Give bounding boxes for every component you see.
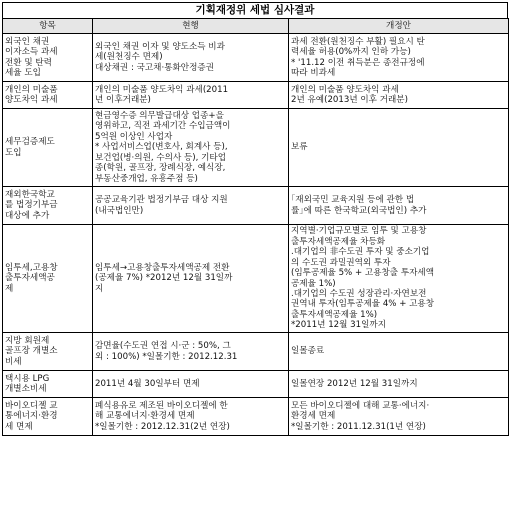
item-cell xyxy=(3,225,93,333)
proposed-cell xyxy=(289,371,509,398)
current-line: 외국인 채권 이자 및 양도소득 비과 xyxy=(95,41,225,52)
table-header-row xyxy=(3,19,509,34)
item-cell xyxy=(3,371,93,398)
current-line: 임투세→고용창출투자세액공제 전환 xyxy=(95,262,230,273)
table-row xyxy=(3,398,509,436)
table-row xyxy=(3,333,509,371)
item-cell xyxy=(3,109,93,187)
proposed-line: (임투공제율 5% + 고용창출 투자세액 xyxy=(291,268,435,279)
current-line: * 사업서비스업(변호사, 회계사 등), xyxy=(95,142,228,153)
current-line: 지 xyxy=(95,283,104,294)
proposed-line: 모든 바이오디젤에 대해 교통·에너지· xyxy=(291,400,430,411)
current-line: 현금영수증 의무발급대상 업종+을 xyxy=(95,111,224,122)
proposed-line: * '11.12 이전 취득분은 종전규정에 xyxy=(291,57,425,68)
item-line: 세 면제 xyxy=(5,421,33,432)
item-line: 비세 xyxy=(5,356,22,367)
item-line: 개별소비세 xyxy=(5,384,47,394)
proposed-line: 일몰종료 xyxy=(291,346,325,357)
item-line: 이자소득 과세 xyxy=(5,47,58,58)
proposed-cell xyxy=(289,187,509,225)
current-cell xyxy=(93,371,289,398)
current-line: 폐식용유로 제조된 바이오디젤에 한 xyxy=(95,400,228,411)
item-line: 세율 도입 xyxy=(5,67,41,78)
document-title: 기획재정위 세법 심사결과 xyxy=(2,2,508,18)
item-line: 외국인 채권 xyxy=(5,36,50,47)
table-row xyxy=(3,82,509,109)
table-row xyxy=(3,109,509,187)
current-line: 2011년 4월 30일부터 면제 xyxy=(95,378,200,389)
proposed-cell xyxy=(289,333,509,371)
proposed-cell xyxy=(289,82,509,109)
current-line: 개인의 미술품 양도차익 과세(2011 xyxy=(95,84,229,95)
proposed-line: 률｣에 따른 한국학교(외국법인) 추가 xyxy=(291,205,427,216)
proposed-line: .대기업의 非수도권 투자 및 중소기업 xyxy=(291,247,430,258)
proposed-line: 권역내 투자(임투공제율 4% + 고용창 xyxy=(291,299,435,310)
current-line: 대상채권 : 국고채·통화안정증권 xyxy=(95,62,215,73)
current-line: 5억원 이상인 사업자 xyxy=(95,131,173,142)
table-row xyxy=(3,371,509,398)
item-line: 통에너지·환경 xyxy=(5,411,58,422)
item-line: 재외한국학교 xyxy=(5,189,55,200)
proposed-line: *일몰기한 : 2011.12.31(1년 연장) xyxy=(291,421,426,432)
item-cell xyxy=(3,187,93,225)
header-current: 현행 xyxy=(93,19,289,34)
current-cell xyxy=(93,225,289,333)
proposed-cell xyxy=(289,109,509,187)
item-cell xyxy=(3,82,93,109)
proposed-line: *2011년 12월 31일까지 xyxy=(291,320,387,331)
current-cell xyxy=(93,398,289,436)
item-cell xyxy=(3,398,93,436)
current-line: 종(학원, 골프장, 장례식장, 예식장, xyxy=(95,163,226,174)
item-line: 지방 회원제 xyxy=(5,335,50,346)
proposed-line: 공제율 1%) xyxy=(291,278,336,289)
proposed-cell xyxy=(289,34,509,82)
tax-review-document xyxy=(2,2,508,436)
item-cell xyxy=(3,34,93,82)
current-line: 외 : 100%) *일몰기한 : 2012.12.31 xyxy=(95,351,238,362)
current-cell xyxy=(93,333,289,371)
table-row xyxy=(3,187,509,225)
current-line: *일몰기한 : 2012.12.31(2년 연장) xyxy=(95,421,230,432)
item-line: 도입 xyxy=(5,147,22,158)
current-cell xyxy=(93,187,289,225)
item-cell xyxy=(3,333,93,371)
current-line: 부동산중개업, 유흥주점 등) xyxy=(95,173,198,184)
proposed-line: .대기업의 수도권 성장관리·자연보전 xyxy=(291,288,427,299)
proposed-line: 환경세 면제 xyxy=(291,411,336,422)
item-line: 세무검증제도 xyxy=(5,137,55,148)
current-line: 년 이후거래분) xyxy=(95,95,151,105)
current-line: 해 교통에너지·환경세 면제 xyxy=(95,411,195,422)
proposed-line: 과세 전환(원천징수 부활) 필요시 탄 xyxy=(291,36,425,47)
item-line: 대상에 추가 xyxy=(5,210,50,221)
proposed-line: 력세율 허용(0%까지 인하 가능) xyxy=(291,47,411,58)
proposed-line: 따라 비과세 xyxy=(291,67,336,78)
tax-review-table xyxy=(2,18,509,436)
item-line: 택시용 LPG xyxy=(5,373,50,384)
proposed-line: 보류 xyxy=(291,142,308,153)
table-row xyxy=(3,34,509,82)
proposed-line: 2년 유예(2013년 이후 거래분) xyxy=(291,95,408,105)
item-line: 바이오디젤 교 xyxy=(5,400,58,411)
proposed-line: 일몰연장 2012년 12월 31일까지 xyxy=(291,378,418,389)
item-line: 를 법정기부금 xyxy=(5,200,58,211)
proposed-cell xyxy=(289,398,509,436)
current-line: 영위하고, 직전 과세기간 수입금액이 xyxy=(95,121,231,132)
proposed-cell xyxy=(289,225,509,333)
item-line: 임투세,고용창 xyxy=(5,262,58,273)
item-line: 제 xyxy=(5,283,14,294)
current-line: 공공교육기관 법정기부금 대상 지원 xyxy=(95,195,228,206)
proposed-line: 지역별·기업규모별로 임투 및 고용창 xyxy=(291,226,427,237)
current-cell xyxy=(93,34,289,82)
current-line: 세(원천징수 면제) xyxy=(95,52,163,63)
header-item: 항목 xyxy=(3,19,93,34)
table-row xyxy=(3,225,509,333)
proposed-line: ｢재외국민 교육지원 등에 관한 법 xyxy=(291,195,415,206)
current-cell xyxy=(93,82,289,109)
item-line: 전환 및 탄력 xyxy=(5,57,52,68)
current-line: (공제율 7%) *2012년 12월 31일까 xyxy=(95,273,233,284)
item-line: 개인의 미술품 xyxy=(5,84,58,95)
item-line: 출투자세액공 xyxy=(5,273,55,284)
current-line: (내국법인만) xyxy=(95,205,144,216)
proposed-line: 의 수도권 과밀권역외 투자 xyxy=(291,257,391,268)
current-line: 보건업(병·의원, 수의사 등), 기타업 xyxy=(95,152,227,163)
proposed-line: 출투자세액공제율 1%) xyxy=(291,309,378,320)
header-proposed: 개정안 xyxy=(289,19,509,34)
item-line: 양도차익 과세 xyxy=(5,95,58,105)
current-cell xyxy=(93,109,289,187)
item-line: 골프장 개별소 xyxy=(5,346,58,357)
proposed-line: 개인의 미술품 양도차익 과세 xyxy=(291,84,399,95)
proposed-line: 출투자세액공제율 차등화 xyxy=(291,236,386,247)
current-line: 감면율(수도권 연접 시·군 : 50%, 그 xyxy=(95,341,231,352)
